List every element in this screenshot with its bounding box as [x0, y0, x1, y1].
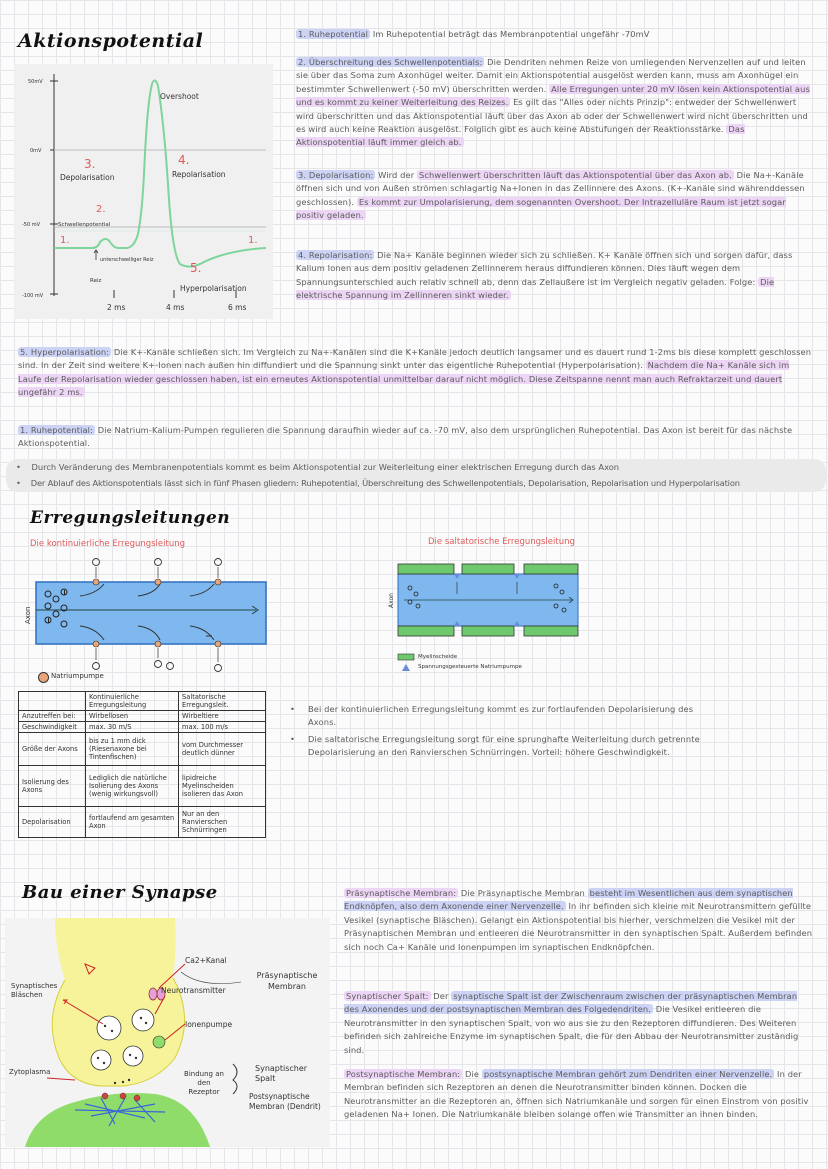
receptor-binding-label: Bindung an den Rezeptor — [184, 1070, 224, 1096]
presynaptic-text-b: In ihr befinden sich kleine mit Neurotransmittern gefüllte Vesikel (synaptische Bläschen). Gelangt ein Aktionspotential bis hierher, verschmelzen die Vesikel mit der Präsynaptischen Membran und entleeren die Neurotransmitter in den synaptischen Spalt. Außerdem befinden sich noch Ca+ Kanäle und Ionenpumpen im synaptischen Endknöpfchen. — [344, 901, 813, 952]
conduction-bullets — [290, 703, 710, 760]
phase3-text-b: Die Na+-Kanäle öffnen sich und von Außen strömen schlagartig Na+Ionen in das Zellinnere des Axons. (K+-Kanäle sind währenddessen geschlossen). — [296, 170, 805, 207]
presynaptic-text-a: Die Präsynaptische Membran — [460, 888, 585, 898]
neurotransmitter-label: Neurotransmitter — [161, 986, 226, 995]
list-item: • Die saltatorische Erregungsleitung sorgt für eine sprunghafte Weiterleitung durch getrennte Depolarisierung an den Ranvierschen Schnürringen. Vorteil: höhere Geschwindigkeit. — [290, 733, 710, 760]
y-label-0: 0mV — [30, 148, 42, 154]
phase2-highlight-2: Das Aktionspotential läuft immer gleich ab. — [296, 124, 745, 148]
phase2-label: Schwellenpotential — [58, 222, 111, 228]
table-cell: Lediglich die natürliche Isolierung des Axons (wenig wirkungsvoll) — [86, 766, 179, 807]
phase6-tag: 1. Ruhepotential: — [20, 425, 93, 435]
reiz-label: Reiz — [90, 278, 102, 284]
comparison-table — [18, 691, 266, 838]
synaptic-cleft-label: Synaptischer Spalt — [255, 1064, 308, 1083]
phase6-text-a: Die Natrium-Kalium-Pumpen regulieren die Spannung daraufhin wieder auf ca. -70 mV, also dem ursprünglichen Ruhepotential. Das Axon ist bereit für das nächste Aktionspotential. — [18, 425, 793, 449]
cleft-text-a: Der — [433, 991, 449, 1001]
y-label-50: 50mV — [28, 79, 43, 85]
phase1b-num: 1. — [248, 235, 258, 246]
table-row — [19, 722, 266, 733]
summary-item: • Durch Veränderung des Membranenpotentials kommt es beim Aktionspotential zur Weiterleitung einer elektrischen Erregung durch das Axon — [16, 462, 620, 472]
x-label-4ms: 4 ms — [166, 303, 185, 312]
cleft-tag: Synaptischer Spalt: — [346, 991, 429, 1001]
title-aktionspotential: Aktionspotential — [18, 30, 204, 52]
axon-label: Axon — [24, 606, 32, 624]
table-cell: Isolierung des Axons — [19, 766, 86, 807]
phase4-paragraph — [296, 249, 812, 303]
phase3-label: Depolarisation — [60, 173, 115, 182]
table-cell: Saltatorische Erregungsleit. — [179, 692, 266, 711]
title-synapse: Bau einer Synapse — [22, 882, 218, 903]
title-erregungsleitungen: Erregungsleitungen — [30, 508, 231, 528]
phase3-num: 3. — [84, 157, 96, 171]
phase3-highlight: Schwellenwert überschritten läuft das Aktionspotential über das Axon ab. — [418, 170, 732, 180]
cleft-text-b: Die Vesikel entleeren die Neurotransmitter in den synaptischen Spalt, von wo aus sie zu den Rezeptoren diffundieren. Des Weiteren befinden sich zahlreiche Enzyme im synaptischen Spalt, die für den Abbau der Neurotransmitter zuständig sind. — [344, 1004, 799, 1055]
phase4-tag: 4. Repolarisation: — [298, 250, 373, 260]
myelin-legend-label: Myelinscheide — [418, 654, 458, 660]
table-cell — [19, 692, 86, 711]
list-item: • Bei der kontinuierlichen Erregungsleitung kommt es zur fortlaufenden Depolarisierung des Axons. — [290, 703, 710, 730]
cytoplasm-label: Zytoplasma — [9, 1068, 51, 1076]
phase4-highlight: Die elektrische Spannung im Zellinneren sinkt wieder. — [296, 276, 775, 301]
saltatory-caption: Die saltatorische Erregungsleitung — [428, 537, 575, 547]
x-label-6ms: 6 ms — [228, 303, 247, 312]
phase6-paragraph — [18, 424, 814, 451]
cleft-paragraph — [344, 990, 814, 1057]
overshoot-label: Overshoot — [160, 92, 199, 101]
continuous-conduction-diagram — [20, 554, 270, 686]
presynaptic-label: Präsynaptische Membran — [256, 971, 318, 991]
synapse-diagram — [5, 918, 330, 1147]
ion-pump-label: Ionenpumpe — [185, 1020, 233, 1029]
subthreshold-label: unterschwelliger Reiz — [100, 257, 154, 263]
postsynaptic-text-b: In der Membran befinden sich Rezeptoren an denen die Neurotransmitter binden können. Docken die Neurotransmitter an die Rezeptoren an, öffnen sich Natriumkanäle und sorgen für einen Einstrom von positiv geladenen Na+ Ionen. Die Natriumkanäle bleiben solange offen wie Transmitter an ihnen binden. — [344, 1069, 809, 1120]
channel-legend-label: Spannungsgesteuerte Natriumpumpe — [418, 664, 522, 670]
action-potential-graph — [14, 64, 273, 319]
phase5-label: Hyperpolarisation — [180, 284, 247, 293]
phase5-paragraph — [18, 346, 814, 400]
presynaptic-tag: Präsynaptische Membran: — [346, 888, 457, 898]
phase2-tag: 2. Überschreitung des Schwellenpotentials: — [298, 57, 483, 67]
phase2-highlight: Alle Erregungen unter 20 mV lösen kein Aktionspotential aus und es kommt zu keiner Weiterleitung des Reizes. — [296, 83, 810, 108]
pump-legend-icon — [38, 672, 49, 683]
y-label-minus100: -100 mV — [22, 293, 44, 299]
phase5-text-a: Die K+-Kanäle schließen sich. Im Vergleich zu Na+-Kanälen sind die K+Kanäle jedoch deutlich langsamer und es dauert rund 1-2ms bis diese komplett geschlossen sind. In der Zeit sind weitere K+-Ionen nach außen hin diffundiert und die Spannung sinkt unter das eigentliche Ruhepotential (Hyperpolarisation). — [18, 347, 812, 371]
saltatory-conduction-diagram — [384, 556, 584, 674]
table-cell: vom Durchmesser deutlich dünner — [179, 733, 266, 766]
phase1-num: 1. — [60, 235, 70, 246]
postsynaptic-text-a: Die — [464, 1069, 480, 1079]
y-label-minus50: -50 mV — [22, 222, 41, 228]
phase2-num: 2. — [96, 204, 106, 215]
postsynaptic-label: Postsynaptische Membran (Dendrit) — [249, 1092, 321, 1111]
axon-label-salt: Axon — [388, 593, 395, 608]
table-cell: Wirbellosen — [86, 711, 179, 722]
conduction-bullet-1: Bei der kontinuierlichen Erregungsleitung kommt es zur fortlaufenden Depolarisierung des Axons. — [308, 704, 694, 728]
table-cell: Depolarisation — [19, 807, 86, 838]
summary-box — [6, 459, 826, 492]
postsynaptic-tag: Postsynaptische Membran: — [346, 1069, 461, 1079]
vesicle-label: Synaptisches Bläschen — [11, 982, 58, 999]
table-row — [19, 733, 266, 766]
table-row — [19, 766, 266, 807]
pump-legend-label: Natriumpumpe — [51, 672, 104, 680]
table-row — [19, 807, 266, 838]
phase2-paragraph — [296, 56, 812, 150]
phase4-num: 4. — [178, 153, 190, 167]
phase3-paragraph — [296, 169, 812, 223]
table-cell: max. 100 m/s — [179, 722, 266, 733]
phase5-num: 5. — [190, 261, 202, 275]
cleft-highlight: synaptische Spalt ist der Zwischenraum zwischen der präsynaptischen Membran des Axonendes und der postsynaptischen Membran des Folgedendriten. — [344, 991, 798, 1015]
continuous-caption: Die kontinuierliche Erregungsleitung — [30, 539, 186, 549]
summary-text-2: Der Ablauf des Aktionspotentials lässt sich in fünf Phasen gliedern: Ruhepotential, Überschreitung des Schwellenpotentials, Depolarisation, Repolarisation und Hyperpolarisation — [30, 478, 740, 488]
table-cell: Geschwindigkeit — [19, 722, 86, 733]
phase5-highlight: Nachdem die Na+ Kanäle sich im Laufe der Repolarisation wieder geschlossen haben, ist ein erneutes Aktionspotential unmittelbar darauf nicht möglich. Diese Zeitspanne nennt man auch Refraktarzeit und dauert ungefähr 2 ms. — [18, 360, 790, 398]
table-cell: Wirbeltiere — [179, 711, 266, 722]
phase3-highlight-2: Es kommt zur Umpolarisierung, dem sogenannten Overshoot. Der Intrazelluläre Raum ist jetzt sogar positiv geladen. — [296, 196, 786, 221]
presynaptic-paragraph — [344, 887, 814, 954]
postsynaptic-highlight: postsynaptische Membran gehört zum Dendriten einer Nervenzelle. — [483, 1069, 773, 1079]
table-cell: fortlaufend am gesamten Axon — [86, 807, 179, 838]
postsynaptic-paragraph — [344, 1068, 814, 1122]
phase3-tag: 3. Depolarisation: — [298, 170, 374, 180]
table-cell: Nur an den Ranvierschen Schnürringen — [179, 807, 266, 838]
summary-item: • Der Ablauf des Aktionspotentials lässt sich in fünf Phasen gliedern: Ruhepotential, Überschreitung des Schwellenpotentials, Depolarisation, Repolarisation und Hyperpolarisation — [16, 478, 740, 488]
table-row — [19, 711, 266, 722]
phase1-tag: 1. Ruhepotential — [298, 29, 369, 39]
table-row — [19, 692, 266, 711]
phase2-text-a: Die Dendriten nehmen Reize von umliegenden Nervenzellen auf und leiten sie über das Soma zum Axonhügel weiter. Damit ein Aktionspotential ausgelöst werden kann, muss am Axonhügel ein bestimmter Schwellenwert (-50 mV) überschritten werden. — [296, 57, 806, 94]
table-cell: max. 30 m/S — [86, 722, 179, 733]
x-label-2ms: 2 ms — [107, 303, 126, 312]
table-cell: bis zu 1 mm dick (Riesenaxone bei Tintenfischen) — [86, 733, 179, 766]
phase4-text-a: Die Na+ Kanäle beginnen wieder sich zu schließen. K+ Kanäle öffnen sich und sorgen dafür, dass Kalium Ionen aus dem positiv geladenen Zellinnerem heraus diffundieren können. Dies läuft wegen dem Spannungsunterschied auch relativ schnell ab, denn das Zellaußere ist im Vergleich negativ geladen. Folge: — [296, 250, 793, 287]
phase5-tag: 5. Hyperpolarisation: — [20, 347, 110, 357]
summary-text-1: Durch Veränderung des Membranenpotentials kommt es beim Aktionspotential zur Weiterleitung einer elektrischen Erregung durch das Axon — [31, 462, 620, 472]
ca-channel-label: Ca2+Kanal — [185, 956, 227, 965]
table-cell: lipidreiche Myelinscheiden isolieren das Axon — [179, 766, 266, 807]
conduction-bullet-2: Die saltatorische Erregungsleitung sorgt für eine sprunghafte Weiterleitung durch getrennte Depolarisierung an den Ranvierschen Schnürringen. Vorteil: höhere Geschwindigkeit. — [308, 733, 700, 758]
table-cell: Kontinuierliche Erregungsleitung — [86, 692, 179, 711]
phase3-text-a: Wird der — [378, 170, 415, 180]
table-cell: Anzutreffen bei: — [19, 711, 86, 722]
phase1-text: Im Ruhepotential beträgt das Membranpotential ungefähr -70mV — [372, 29, 650, 39]
phase1-paragraph — [296, 28, 812, 41]
phase4-label: Repolarisation — [172, 170, 226, 179]
presynaptic-highlight: besteht im Wesentlichen aus dem synaptischen Endknöpfen, also dem Axonende einer Nervenzelle. — [344, 888, 793, 912]
phase2-text-b: Es gilt das "Alles oder nichts Prinzip": entweder der Schwellenwert wird überschritten und das Aktionspotential läuft über das Axon ab oder der Schwellenwert wird nicht überschritten und es wird auch keine Reaktion ausgelöst. Folglich gibt es auch keine Abstufungen der Reaktionsstärke. — [296, 97, 808, 135]
table-cell: Größe der Axons — [19, 733, 86, 766]
